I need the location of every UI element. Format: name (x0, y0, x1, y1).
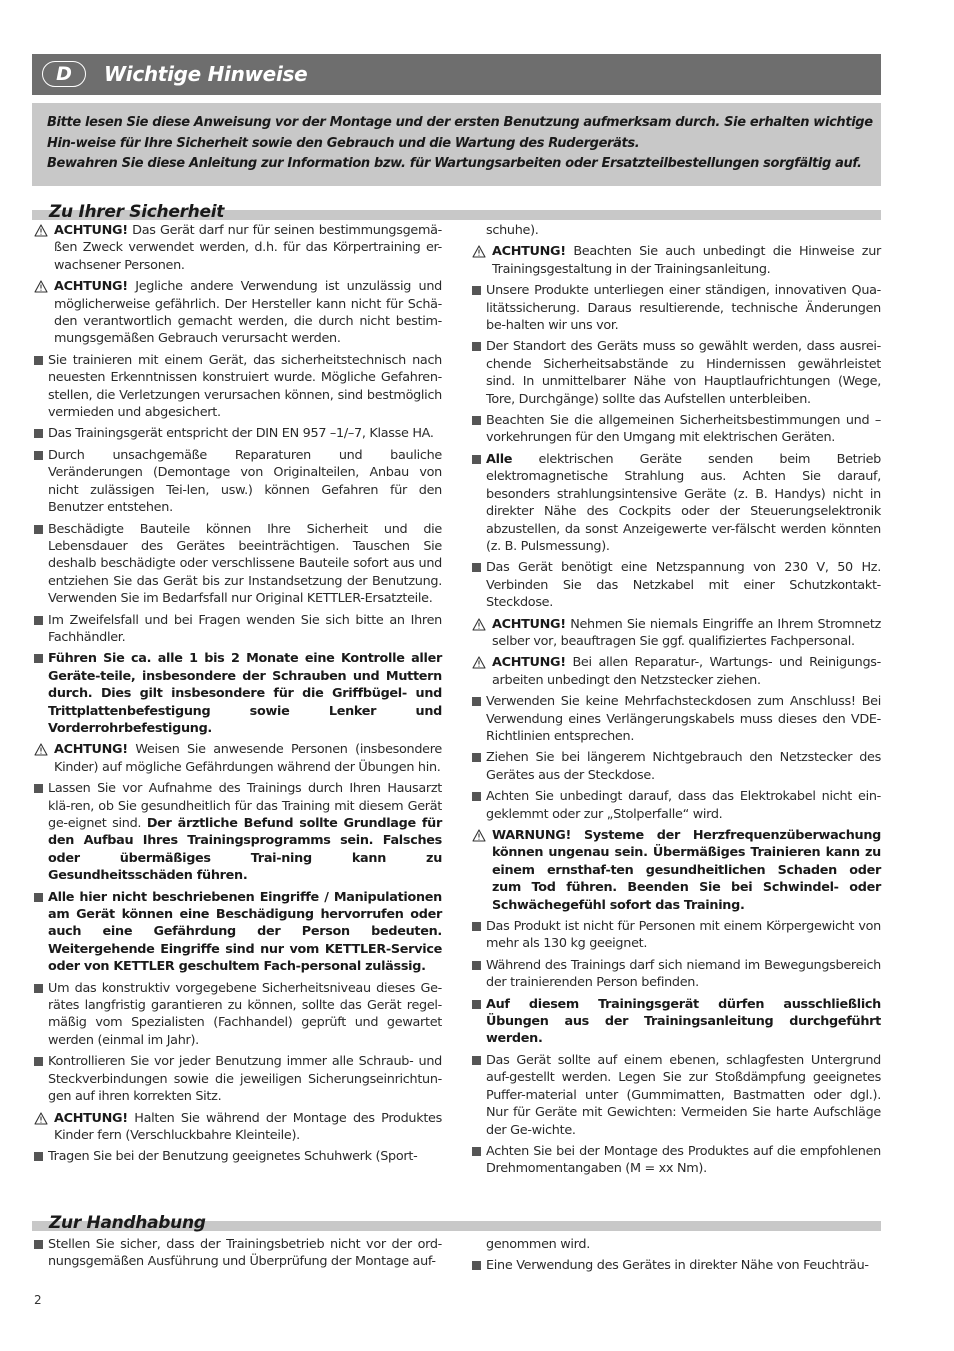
section-title: Zur Handhabung (49, 1213, 206, 1233)
item-text: Tragen Sie bei der Benutzung geeignetes Schuhwerk (Sport- (48, 1149, 418, 1165)
square-bullet-icon (472, 416, 481, 425)
section-header-handling (32, 1203, 881, 1231)
square-bullet-icon (472, 286, 481, 295)
list-item (34, 1148, 442, 1165)
item-text: Das Gerät darf nur für seinen bestimmungsgemä-ßen Zweck verwendet werden, d.h. für das Körpertraining er-wachsener Personen. (54, 223, 442, 273)
square-bullet-icon (34, 1240, 43, 1249)
warning-item (34, 741, 442, 776)
square-bullet-icon (34, 1057, 43, 1066)
square-bullet-icon (472, 342, 481, 351)
list-item (34, 447, 442, 517)
warning-triangle-icon (34, 280, 48, 293)
item-text: Nehmen Sie niemals Eingriffe an Ihrem Stromnetz selber vor, beauftragen Sie ggf. qualifiziertes Fachpersonal. (492, 616, 881, 649)
right-column (472, 222, 881, 1182)
square-bullet-icon (472, 563, 481, 572)
item-text: Das Trainingsgerät entspricht der DIN EN 957 –1/–7, Klasse HA. (48, 426, 434, 442)
warning-triangle-icon (34, 743, 48, 756)
list-item (472, 559, 881, 611)
warning-item (472, 616, 881, 651)
item-text: Beachten Sie die allgemeinen Sicherheitsbestimmungen und – vorkehrungen für den Umgang mit elektrischen Geräten. (486, 413, 881, 446)
square-bullet-icon (472, 961, 481, 970)
list-item (34, 650, 442, 737)
item-text: Das Gerät sollte auf einem ebenen, schlagfesten Untergrund auf-gestellt werden. Legen Sie zur Stoßdämpfung geeignetes Puffer-material unter (Gummimatten, Bastmatten oder dgl.). Nur für Geräte mit Gewichten: Vermeiden Sie harte Aufschläge der Ge-wichte. (486, 1052, 881, 1138)
warning-item (34, 222, 442, 274)
square-bullet-icon (34, 616, 43, 625)
square-bullet-icon (34, 984, 43, 993)
list-item (472, 222, 881, 239)
square-bullet-icon (34, 893, 43, 902)
square-bullet-icon (34, 429, 43, 438)
list-item (34, 521, 442, 608)
list-item (472, 1257, 881, 1274)
item-text: Unsere Produkte unterliegen einer ständigen, innovativen Qua-litätssicherung. Daraus resultierende, technische Änderungen be-halten wir uns vor. (486, 283, 881, 334)
item-text: Stellen Sie sicher, dass der Trainingsbetrieb nicht vor der ord-nungsgemäßen Ausführung und Überprüfung der Montage auf- (48, 1237, 442, 1270)
warning-triangle-icon (472, 829, 486, 842)
square-bullet-icon (472, 1056, 481, 1065)
item-text: Achten Sie unbedingt darauf, dass das Elektrokabel nicht ein-geklemmt oder zur „Stolperfalle“ wird. (486, 789, 881, 822)
list-item (34, 1053, 442, 1105)
square-bullet-icon (34, 356, 43, 365)
warning-item (472, 243, 881, 278)
item-text: Halten Sie während der Montage des Produktes Kinder fern (Verschluckbahre Kleinteile). (54, 1110, 442, 1143)
list-item (34, 980, 442, 1050)
item-text: Jegliche andere Verwendung ist unzulässig und möglicherweise gefährlich. Der Hersteller kann nicht für Schä-den verantwortlich gemacht werden, die durch nicht bestim-mungsgemäßen Gebrauch verursacht werden. (54, 279, 442, 347)
page-number: 2 (34, 1293, 42, 1307)
item-bold-text: ACHTUNG! (492, 616, 566, 632)
item-text: Der Standort des Geräts muss so gewählt werden, dass ausrei-chende Sicherheitsabstände zu Hindernissen gewährleistet sind. In unmittelbarer Nähe von Hauptlaufrichtungen (Wege, Tore, Durchgänge) sollte das Aufstellen unterbleiben. (486, 339, 881, 407)
square-bullet-icon (472, 753, 481, 762)
item-text: Im Zweifelsfall und bei Fragen wenden Sie sich bitte an Ihren Fachhändler. (48, 612, 442, 645)
list-item (472, 1052, 881, 1139)
list-item (472, 693, 881, 745)
item-bold-text: ACHTUNG! (54, 1110, 128, 1126)
intro-box (32, 103, 881, 186)
square-bullet-icon (472, 697, 481, 706)
warning-item (472, 654, 881, 689)
item-bold-text: Führen Sie ca. alle 1 bis 2 Monate eine Kontrolle aller Geräte-teile, insbesondere der Schrauben und Muttern durch. Dies gilt insbesondere für die Griffbügel- und Trittplattenbefestigung sowie Lenker und Vorderrohrbefestigung. (48, 651, 442, 736)
list-item (34, 889, 442, 976)
warning-triangle-icon (472, 245, 486, 258)
list-item (472, 957, 881, 992)
item-text: Beachten Sie auch unbedingt die Hinweise zur Trainingsgestaltung in der Trainingsanleitung. (492, 244, 881, 277)
section-header-safety (32, 192, 881, 220)
warning-triangle-icon (472, 618, 486, 631)
square-bullet-icon (34, 654, 43, 663)
item-text: Sie trainieren mit einem Gerät, das sicherheitstechnisch nach neuesten Erkenntnissen konstruiert wurde. Mögliche Gefahren-stellen, die Verletzungen verursachen können, sind bestmöglich vermieden und abgesichert. (48, 352, 442, 421)
list-item (472, 788, 881, 823)
square-bullet-icon (34, 451, 43, 460)
item-text: Durch unsachgemäße Reparaturen und bauliche Veränderungen (Demontage von Originalteilen, Anbau von nicht zulässigen Tei-len, usw.) können Gefahren für den Benutzer entstehen. (48, 447, 442, 516)
item-text: Beschädigte Bauteile können Ihre Sicherheit und die Lebensdauer des Gerätes beeinträchtigen. Tauschen Sie deshalb beschädigte oder verschlissene Bauteile sofort aus und entziehen Sie das Gerät bis zur Instandsetzung der Benutzung. Verwenden Sie im Bedarfsfall nur Original KETTLER-Ersatzteile. (48, 521, 442, 607)
item-text: Weisen Sie anwesende Personen (insbesondere Kinder) auf mögliche Gefährdungen während der Übungen hin. (54, 742, 442, 775)
item-text: Eine Verwendung des Gerätes in direkter Nähe von Feuchträu- (486, 1258, 869, 1274)
item-text: Das Gerät benötigt eine Netzspannung von 230 V, 50 Hz. Verbinden Sie das Netzkabel mit einer Schutzkontakt-Steckdose. (486, 560, 881, 611)
item-text: Ziehen Sie bei längerem Nichtgebrauch den Netzstecker des Gerätes aus der Steckdose. (486, 750, 881, 783)
square-bullet-icon (472, 792, 481, 801)
warning-triangle-icon (472, 656, 486, 669)
list-item (34, 425, 442, 442)
item-text: elektrischen Geräte senden beim Betrieb elektromagnetische Strahlung aus. Achten Sie darauf, besonders strahlungsintensive Geräte (z. B. Handys) nicht in direkter Nähe des Cockpits oder der Steuerungselektronik abzustellen, da sonst Anzeigewerte ver-fälscht werden könnten (z. B. Pulsmessung). (486, 451, 881, 554)
intro-line-1: Bitte lesen Sie diese Anweisung vor der Montage und der ersten Benutzung aufmerksam durch. Sie erhalten wichtige Hin-weise für Ihre Sicherheit sowie den Gebrauch und die Wartung des Rudergeräts. (47, 115, 873, 151)
item-bold-text: ACHTUNG! (492, 244, 566, 260)
list-item (34, 1236, 442, 1271)
item-bold-text: ACHTUNG! (54, 279, 128, 295)
left-column (34, 222, 442, 1170)
page-title: Wichtige Hinweise (104, 62, 308, 86)
right-column-handling (472, 1236, 881, 1279)
warning-item (472, 827, 881, 914)
item-text: Um das konstruktiv vorgegebene Sicherheitsniveau dieses Ge-rätes langfristig garantieren zu können, sollte das Gerät regel-mäßig vom Spezialisten (Fachhandel) geprüft und gewartet werden (einmal im Jahr). (48, 980, 442, 1048)
section-title: Zu Ihrer Sicherheit (49, 202, 225, 222)
left-column-handling (34, 1236, 442, 1275)
list-item (472, 451, 881, 555)
item-bold-text: Auf diesem Trainingsgerät dürfen ausschließlich Übungen aus der Trainingsanleitung durchgeführt werden. (486, 996, 881, 1047)
warning-triangle-icon (34, 224, 48, 237)
item-text: Bei allen Reparatur-, Wartungs- und Reinigungs-arbeiten unbedingt den Netzstecker ziehen. (492, 655, 881, 688)
list-item (472, 282, 881, 334)
list-item (472, 749, 881, 784)
item-text: Während des Trainings darf sich niemand im Bewegungsbereich der trainierenden Person befinden. (486, 957, 881, 991)
header-bar (32, 54, 881, 95)
intro-line-2: Bewahren Sie diese Anleitung zur Information bzw. für Wartungsarbeiten oder Ersatzteilbestellungen sorgfältig auf. (47, 156, 862, 171)
warning-item (34, 278, 442, 348)
item-text: Kontrollieren Sie vor jeder Benutzung immer alle Schraub- und Steckverbindungen sowie die jeweiligen Sicherungseinrichtun-gen auf ihren korrekten Sitz. (48, 1054, 442, 1105)
intro-text (47, 113, 877, 175)
item-text: Verwenden Sie keine Mehrfachsteckdosen zum Anschluss! Bei Verwendung eines Verlängerungskabels muss dieses den VDE-Richtlinien entsprechen. (486, 694, 881, 744)
item-bold-text: ACHTUNG! (54, 742, 128, 758)
square-bullet-icon (472, 922, 481, 931)
item-text: Achten Sie bei der Montage des Produktes auf die empfohlenen Drehmomentangaben (M = xx Nm). (486, 1143, 881, 1177)
item-text: Das Produkt ist nicht für Personen mit einem Körpergewicht von mehr als 130 kg geeignet. (486, 919, 881, 952)
square-bullet-icon (472, 1147, 481, 1156)
list-item (472, 412, 881, 447)
square-bullet-icon (472, 1261, 481, 1270)
item-text: schuhe). (486, 223, 539, 238)
item-bold-tail: Der ärztliche Befund sollte Grundlage für den Aufbau Ihres Trainingsprogramms sein. Falsches oder übermäßiges Trai-ning kann zu Gesundheitsschäden führen. (48, 816, 443, 884)
list-item (472, 996, 881, 1048)
language-badge: D (42, 61, 86, 87)
square-bullet-icon (472, 455, 481, 464)
item-text: Lassen Sie vor Aufnahme des Trainings durch Ihren Hausarzt klä-ren, ob Sie gesundheitlich für das Training mit diesem Gerät ge-eignet sind. (48, 781, 442, 831)
square-bullet-icon (34, 784, 43, 793)
list-item (472, 918, 881, 953)
item-text: genommen wird. (486, 1237, 590, 1252)
list-item (34, 612, 442, 647)
list-item (34, 780, 442, 884)
item-bold-text: ACHTUNG! (492, 655, 566, 671)
item-bold-text: ACHTUNG! (54, 223, 128, 238)
item-bold-text: Alle (486, 451, 513, 467)
square-bullet-icon (34, 1152, 43, 1161)
square-bullet-icon (34, 525, 43, 534)
warning-triangle-icon (34, 1112, 48, 1125)
warning-item (34, 1110, 442, 1145)
list-item (472, 338, 881, 408)
item-bold-text: Alle hier nicht beschriebenen Eingriffe / Manipulationen am Gerät können eine Beschädigung hervorrufen oder auch eine Gefährdung der Person bedeuten. Weitergehende Eingriffe sind nur vom KETTLER-Service oder von KETTLER geschultem Fach-personal zulässig. (48, 889, 442, 975)
square-bullet-icon (472, 1000, 481, 1009)
list-item (34, 352, 442, 422)
list-item (472, 1236, 881, 1253)
item-bold-text: WARNUNG! Systeme der Herzfrequenzüberwachung können ungenau sein. Übermäßiges Trainieren kann zu einem ernsthaf-ten gesundheitlichen Schaden oder zum Tod führen. Beenden Sie bei Schwindel- oder Schwächegefühl sofort das Training. (492, 828, 881, 913)
list-item (472, 1143, 881, 1178)
